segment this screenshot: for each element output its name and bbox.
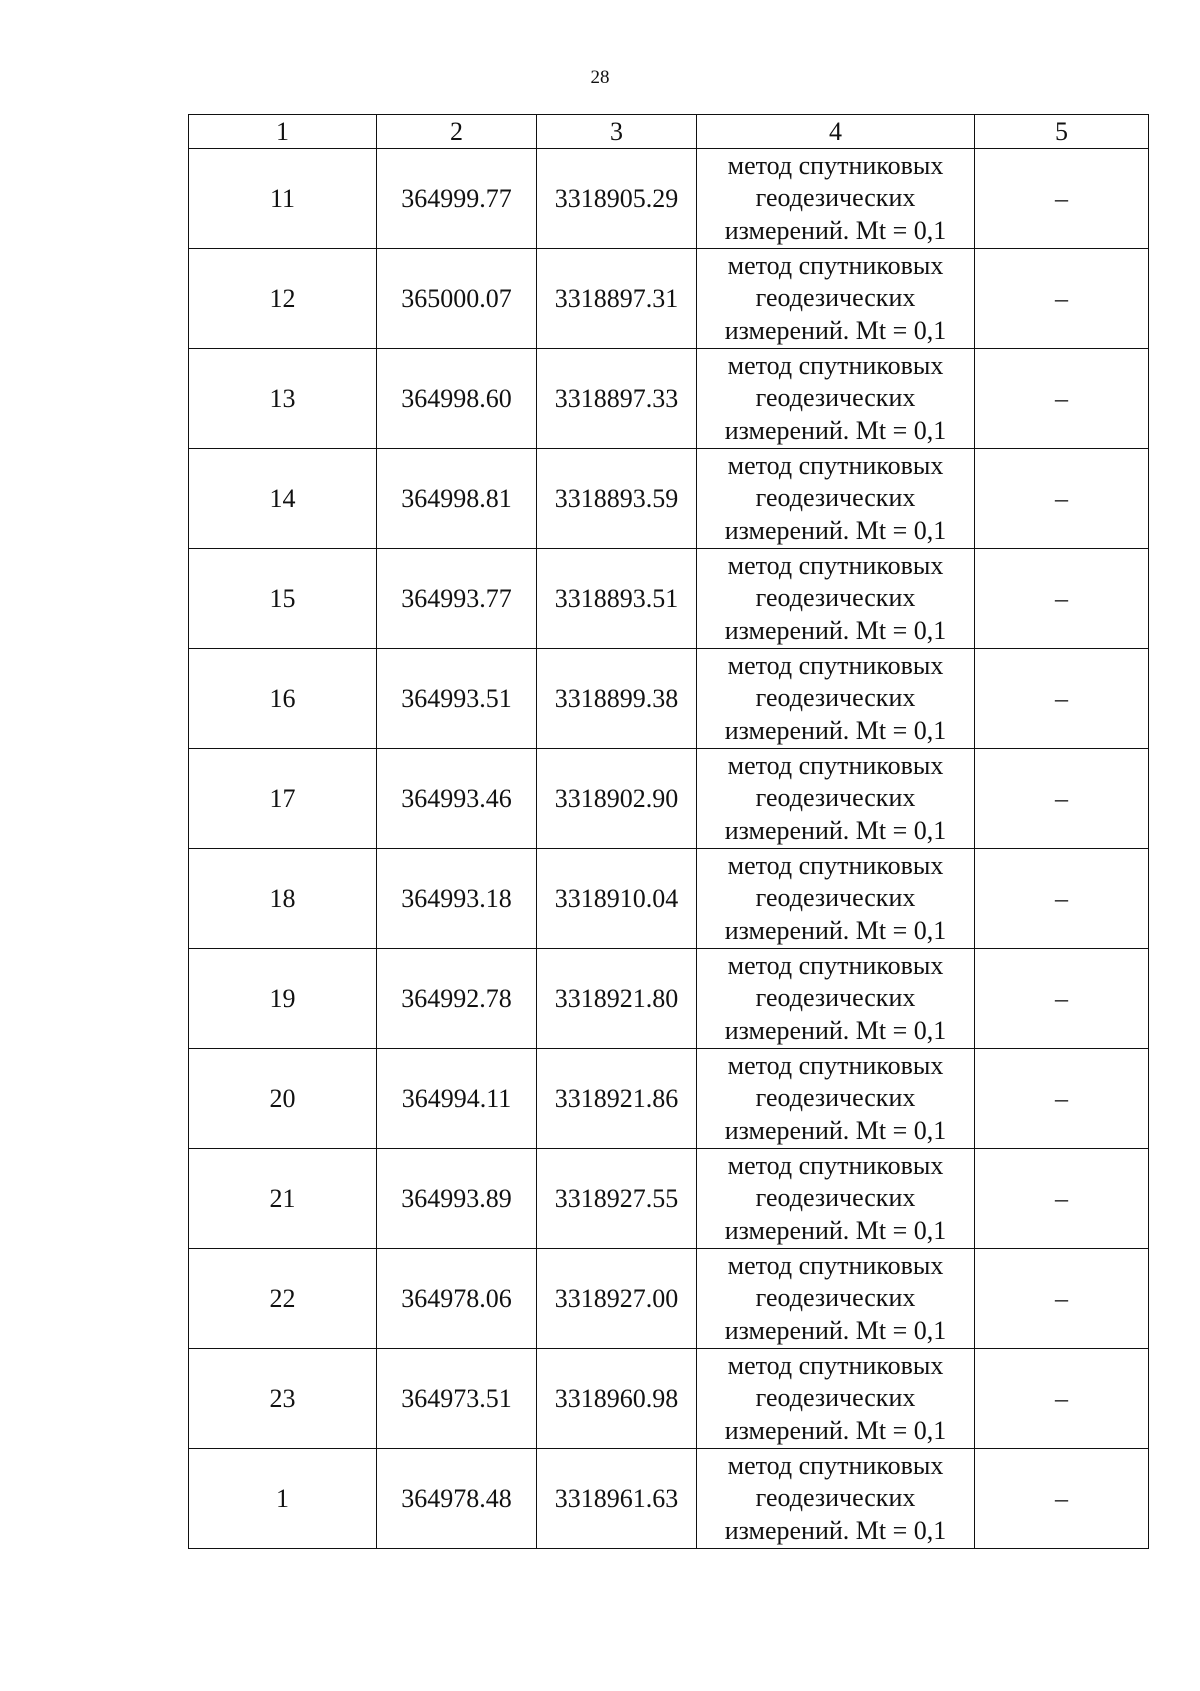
method-cell bbox=[697, 1149, 975, 1249]
note-cell: – bbox=[975, 749, 1149, 849]
note-cell: – bbox=[975, 449, 1149, 549]
y-coordinate-cell: 3318921.86 bbox=[537, 1049, 697, 1149]
method-text: метод спутниковых геодезических измерений. Mt = 0,1 bbox=[724, 750, 947, 845]
point-number-cell: 14 bbox=[189, 449, 377, 549]
table-row bbox=[189, 1049, 1149, 1149]
method-cell bbox=[697, 1449, 975, 1549]
table-row bbox=[189, 1349, 1149, 1449]
method-text: метод спутниковых геодезических измерений. Mt = 0,1 bbox=[724, 250, 947, 345]
y-coordinate-cell: 3318902.90 bbox=[537, 749, 697, 849]
note-cell: – bbox=[975, 1049, 1149, 1149]
x-coordinate-cell: 364993.18 bbox=[377, 849, 537, 949]
table-header-row bbox=[189, 115, 1149, 149]
method-text: метод спутниковых геодезических измерений. Mt = 0,1 bbox=[724, 1150, 947, 1245]
table-row bbox=[189, 1249, 1149, 1349]
point-number-cell: 23 bbox=[189, 1349, 377, 1449]
method-cell bbox=[697, 149, 975, 249]
method-text: метод спутниковых геодезических измерений. Mt = 0,1 bbox=[724, 1250, 947, 1345]
y-coordinate-cell: 3318927.55 bbox=[537, 1149, 697, 1249]
note-cell: – bbox=[975, 249, 1149, 349]
point-number-cell: 19 bbox=[189, 949, 377, 1049]
point-number-cell: 20 bbox=[189, 1049, 377, 1149]
y-coordinate-cell: 3318910.04 bbox=[537, 849, 697, 949]
table-row bbox=[189, 1149, 1149, 1249]
table-row bbox=[189, 349, 1149, 449]
table-row bbox=[189, 949, 1149, 1049]
method-cell bbox=[697, 1349, 975, 1449]
note-cell: – bbox=[975, 1449, 1149, 1549]
method-text: метод спутниковых геодезических измерений. Mt = 0,1 bbox=[724, 650, 947, 745]
method-text: метод спутниковых геодезических измерений. Mt = 0,1 bbox=[724, 1450, 947, 1545]
point-number-cell: 22 bbox=[189, 1249, 377, 1349]
method-cell bbox=[697, 1249, 975, 1349]
column-header: 2 bbox=[377, 115, 537, 149]
method-cell bbox=[697, 249, 975, 349]
note-cell: – bbox=[975, 1349, 1149, 1449]
point-number-cell: 16 bbox=[189, 649, 377, 749]
table-row bbox=[189, 249, 1149, 349]
y-coordinate-cell: 3318897.33 bbox=[537, 349, 697, 449]
point-number-cell: 1 bbox=[189, 1449, 377, 1549]
x-coordinate-cell: 364998.81 bbox=[377, 449, 537, 549]
note-cell: – bbox=[975, 1149, 1149, 1249]
method-text: метод спутниковых геодезических измерений. Mt = 0,1 bbox=[724, 1350, 947, 1445]
column-header: 1 bbox=[189, 115, 377, 149]
y-coordinate-cell: 3318893.59 bbox=[537, 449, 697, 549]
y-coordinate-cell: 3318899.38 bbox=[537, 649, 697, 749]
y-coordinate-cell: 3318961.63 bbox=[537, 1449, 697, 1549]
note-cell: – bbox=[975, 1249, 1149, 1349]
x-coordinate-cell: 364973.51 bbox=[377, 1349, 537, 1449]
y-coordinate-cell: 3318897.31 bbox=[537, 249, 697, 349]
method-text: метод спутниковых геодезических измерений. Mt = 0,1 bbox=[724, 450, 947, 545]
y-coordinate-cell: 3318960.98 bbox=[537, 1349, 697, 1449]
column-header: 4 bbox=[697, 115, 975, 149]
method-cell bbox=[697, 949, 975, 1049]
method-cell bbox=[697, 749, 975, 849]
x-coordinate-cell: 364993.77 bbox=[377, 549, 537, 649]
method-text: метод спутниковых геодезических измерений. Mt = 0,1 bbox=[724, 150, 947, 245]
x-coordinate-cell: 364994.11 bbox=[377, 1049, 537, 1149]
x-coordinate-cell: 364993.89 bbox=[377, 1149, 537, 1249]
method-text: метод спутниковых геодезических измерений. Mt = 0,1 bbox=[724, 850, 947, 945]
method-cell bbox=[697, 649, 975, 749]
note-cell: – bbox=[975, 649, 1149, 749]
y-coordinate-cell: 3318893.51 bbox=[537, 549, 697, 649]
column-header: 3 bbox=[537, 115, 697, 149]
x-coordinate-cell: 364993.51 bbox=[377, 649, 537, 749]
x-coordinate-cell: 364999.77 bbox=[377, 149, 537, 249]
note-cell: – bbox=[975, 949, 1149, 1049]
y-coordinate-cell: 3318905.29 bbox=[537, 149, 697, 249]
x-coordinate-cell: 364978.48 bbox=[377, 1449, 537, 1549]
column-header: 5 bbox=[975, 115, 1149, 149]
method-text: метод спутниковых геодезических измерений. Mt = 0,1 bbox=[724, 1050, 947, 1145]
point-number-cell: 13 bbox=[189, 349, 377, 449]
point-number-cell: 18 bbox=[189, 849, 377, 949]
method-cell bbox=[697, 1049, 975, 1149]
table-row bbox=[189, 749, 1149, 849]
table-row bbox=[189, 149, 1149, 249]
note-cell: – bbox=[975, 549, 1149, 649]
method-text: метод спутниковых геодезических измерений. Mt = 0,1 bbox=[724, 350, 947, 445]
note-cell: – bbox=[975, 349, 1149, 449]
y-coordinate-cell: 3318921.80 bbox=[537, 949, 697, 1049]
point-number-cell: 11 bbox=[189, 149, 377, 249]
method-text: метод спутниковых геодезических измерений. Mt = 0,1 bbox=[724, 550, 947, 645]
method-cell bbox=[697, 449, 975, 549]
point-number-cell: 17 bbox=[189, 749, 377, 849]
method-text: метод спутниковых геодезических измерений. Mt = 0,1 bbox=[724, 950, 947, 1045]
point-number-cell: 15 bbox=[189, 549, 377, 649]
x-coordinate-cell: 364993.46 bbox=[377, 749, 537, 849]
table-row bbox=[189, 449, 1149, 549]
x-coordinate-cell: 364998.60 bbox=[377, 349, 537, 449]
point-number-cell: 12 bbox=[189, 249, 377, 349]
y-coordinate-cell: 3318927.00 bbox=[537, 1249, 697, 1349]
method-cell bbox=[697, 349, 975, 449]
table-row bbox=[189, 1449, 1149, 1549]
method-cell bbox=[697, 849, 975, 949]
table-row bbox=[189, 849, 1149, 949]
point-number-cell: 21 bbox=[189, 1149, 377, 1249]
table-row bbox=[189, 549, 1149, 649]
x-coordinate-cell: 364992.78 bbox=[377, 949, 537, 1049]
note-cell: – bbox=[975, 149, 1149, 249]
table-row bbox=[189, 649, 1149, 749]
page-number: 28 bbox=[590, 67, 610, 88]
method-cell bbox=[697, 549, 975, 649]
x-coordinate-cell: 365000.07 bbox=[377, 249, 537, 349]
note-cell: – bbox=[975, 849, 1149, 949]
x-coordinate-cell: 364978.06 bbox=[377, 1249, 537, 1349]
coordinates-table bbox=[188, 114, 1149, 1549]
